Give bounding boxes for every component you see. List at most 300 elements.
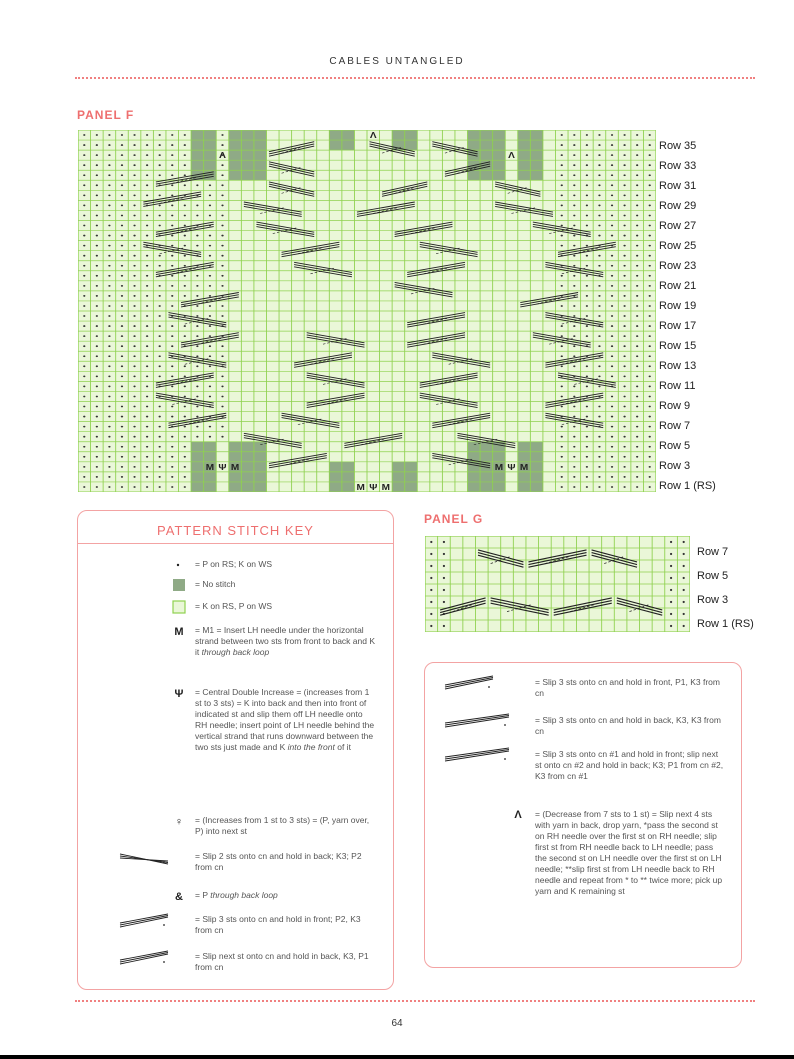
- purl-dot-icon: [96, 436, 98, 438]
- purl-dot-icon: [598, 456, 600, 458]
- purl-dot-icon: [573, 305, 575, 307]
- purl-dot-icon: [108, 315, 110, 317]
- purl-dot-icon: [159, 164, 161, 166]
- purl-dot-icon: [184, 285, 186, 287]
- purl-dot-icon: [83, 335, 85, 337]
- purl-dot-icon: [108, 406, 110, 408]
- purl-dot-icon: [133, 265, 135, 267]
- purl-dot-icon: [649, 194, 651, 196]
- purl-dot-icon: [146, 255, 148, 257]
- purl-dot-icon: [598, 406, 600, 408]
- purl-dot-icon: [184, 164, 186, 166]
- purl-dot-icon: [611, 416, 613, 418]
- purl-dot-icon: [196, 235, 198, 237]
- p-yo-p-increase-icon: [172, 814, 186, 833]
- purl-dot-icon: [108, 355, 110, 357]
- key-entry: = K on RS, P on WS: [195, 601, 273, 611]
- purl-dot-icon: [611, 325, 613, 327]
- purl-dot-icon: [221, 134, 223, 136]
- purl-dot-icon: [184, 295, 186, 297]
- purl-dot-icon: [146, 396, 148, 398]
- purl-dot-icon: [209, 436, 211, 438]
- purl-dot-icon: [561, 325, 563, 327]
- purl-dot-icon: [623, 325, 625, 327]
- purl-dot-icon: [649, 144, 651, 146]
- purl-dot-icon: [121, 134, 123, 136]
- purl-dot-icon: [96, 375, 98, 377]
- purl-dot-icon: [573, 426, 575, 428]
- purl-dot-icon: [623, 174, 625, 176]
- purl-dot-icon: [83, 184, 85, 186]
- purl-dot-icon: [636, 164, 638, 166]
- purl-dot-icon: [221, 235, 223, 237]
- purl-dot-icon: [159, 134, 161, 136]
- purl-dot-icon: [209, 335, 211, 337]
- purl-dot-icon: [171, 436, 173, 438]
- purl-dot-icon: [171, 295, 173, 297]
- purl-dot-icon: [146, 295, 148, 297]
- purl-dot-icon: [636, 386, 638, 388]
- purl-dot-icon: [649, 426, 651, 428]
- row-label: Row 7: [659, 420, 691, 432]
- purl-dot-icon: [209, 365, 211, 367]
- purl-dot-icon: [636, 436, 638, 438]
- purl-dot-icon: [611, 305, 613, 307]
- purl-dot-icon: [133, 134, 135, 136]
- central-double-increase-icon: [172, 686, 186, 705]
- purl-dot-icon: [209, 205, 211, 207]
- purl-dot-icon: [83, 164, 85, 166]
- purl-dot-icon: [649, 446, 651, 448]
- purl-dot-icon: [83, 406, 85, 408]
- purl-dot-icon: [623, 375, 625, 377]
- purl-dot-icon: [443, 589, 445, 591]
- purl-dot-icon: [683, 613, 685, 615]
- purl-dot-icon: [133, 174, 135, 176]
- purl-dot-icon: [573, 184, 575, 186]
- purl-dot-icon: [121, 476, 123, 478]
- purl-dot-icon: [611, 486, 613, 488]
- purl-dot-icon: [83, 295, 85, 297]
- purl-dot-icon: [108, 446, 110, 448]
- purl-dot-icon: [83, 265, 85, 267]
- purl-dot-icon: [96, 255, 98, 257]
- key-title: PATTERN STITCH KEY: [157, 523, 314, 538]
- row-label: Row 1 (RS): [697, 618, 754, 630]
- purl-dot-icon: [561, 225, 563, 227]
- purl-dot-icon: [221, 255, 223, 257]
- purl-dot-icon: [683, 577, 685, 579]
- purl-dot-icon: [623, 466, 625, 468]
- purl-dot-icon: [221, 215, 223, 217]
- purl-dot-icon: [443, 601, 445, 603]
- key-entry: = (Increases from 1 st to 3 sts) = (P, yarn over, P) into next st: [195, 815, 370, 836]
- purl-dot-icon: [146, 305, 148, 307]
- purl-dot-icon: [573, 174, 575, 176]
- purl-dot-icon: [611, 194, 613, 196]
- purl-dot-icon: [159, 305, 161, 307]
- m1-icon: M: [230, 462, 240, 472]
- purl-dot-icon: [611, 215, 613, 217]
- purl-dot-icon: [611, 315, 613, 317]
- purl-dot-icon: [159, 365, 161, 367]
- purl-dot-icon: [159, 355, 161, 357]
- purl-dot-icon: [598, 184, 600, 186]
- purl-dot-icon: [611, 446, 613, 448]
- purl-dot-icon: [586, 486, 588, 488]
- purl-dot-icon: [133, 446, 135, 448]
- purl-dot-icon: [623, 235, 625, 237]
- purl-dot-icon: [649, 225, 651, 227]
- purl-dot-icon: [611, 335, 613, 337]
- purl-dot-icon: [171, 466, 173, 468]
- purl-dot-icon: [636, 295, 638, 297]
- purl-dot-icon: [221, 406, 223, 408]
- purl-dot-icon: [196, 315, 198, 317]
- purl-dot-icon: [171, 144, 173, 146]
- purl-dot-icon: [430, 601, 432, 603]
- panel-g-chart: [425, 536, 690, 632]
- purl-dot-icon: [611, 205, 613, 207]
- purl-dot-icon: [586, 194, 588, 196]
- purl-dot-icon: [649, 365, 651, 367]
- purl-dot-icon: [430, 613, 432, 615]
- purl-dot-icon: [636, 205, 638, 207]
- purl-dot-icon: [96, 194, 98, 196]
- purl-dot-icon: [96, 205, 98, 207]
- purl-dot-icon: [96, 174, 98, 176]
- purl-dot-icon: [443, 625, 445, 627]
- purl-dot-icon: [683, 589, 685, 591]
- purl-dot-icon: [184, 426, 186, 428]
- purl-dot-icon: [649, 255, 651, 257]
- purl-dot-icon: [146, 386, 148, 388]
- purl-dot-icon: [611, 184, 613, 186]
- purl-dot-icon: [121, 245, 123, 247]
- purl-dot-icon: [209, 245, 211, 247]
- purl-dot-icon: [171, 416, 173, 418]
- row-label: Row 17: [659, 320, 697, 332]
- knit-square-icon: [172, 600, 186, 619]
- purl-dot-icon: [221, 426, 223, 428]
- purl-dot-icon: [598, 235, 600, 237]
- decrease-7-to-1-icon: Λ: [369, 130, 377, 140]
- m1-icon: M: [519, 462, 529, 472]
- purl-dot-icon: [121, 436, 123, 438]
- purl-dot-icon: [184, 144, 186, 146]
- purl-dot-icon: [171, 174, 173, 176]
- page-number: 64: [391, 1018, 403, 1029]
- purl-dot-icon: [146, 436, 148, 438]
- key-entry: = Central Double Increase = (increases from 1 st to 3 sts) = K into back and then into front of indicated st and slip them off LH needle onto RH needle; insert point of LH needle behind the vertical strand that runs downward between the two sts just made and K into the front of it: [195, 687, 375, 752]
- purl-dot-icon: [121, 194, 123, 196]
- purl-dot-icon: [83, 486, 85, 488]
- purl-dot-icon: [598, 205, 600, 207]
- purl-dot-icon: [636, 215, 638, 217]
- purl-dot-icon: [573, 275, 575, 277]
- purl-dot-icon: [171, 194, 173, 196]
- purl-dot-icon: [561, 134, 563, 136]
- purl-dot-icon: [121, 406, 123, 408]
- purl-dot-icon: [96, 295, 98, 297]
- purl-dot-icon: [196, 396, 198, 398]
- purl-dot-icon: [623, 406, 625, 408]
- purl-dot-icon: [611, 144, 613, 146]
- purl-dot-icon: [221, 225, 223, 227]
- purl-dot-icon: [561, 154, 563, 156]
- purl-dot-icon: [172, 558, 184, 576]
- svg-text:Λ: Λ: [514, 809, 522, 821]
- purl-dot-icon: [636, 174, 638, 176]
- purl-dot-icon: [121, 215, 123, 217]
- purl-dot-icon: [146, 225, 148, 227]
- row-label: Row 25: [659, 240, 697, 252]
- cable-icon: [118, 850, 188, 873]
- purl-dot-icon: [221, 315, 223, 317]
- purl-dot-icon: [561, 446, 563, 448]
- purl-dot-icon: [561, 406, 563, 408]
- purl-dot-icon: [146, 335, 148, 337]
- purl-dot-icon: [649, 315, 651, 317]
- purl-dot-icon: [670, 565, 672, 567]
- purl-dot-icon: [121, 375, 123, 377]
- purl-dot-icon: [430, 553, 432, 555]
- purl-dot-icon: [121, 335, 123, 337]
- purl-dot-icon: [108, 164, 110, 166]
- purl-dot-icon: [561, 436, 563, 438]
- purl-dot-icon: [598, 375, 600, 377]
- purl-dot-icon: [598, 134, 600, 136]
- purl-dot-icon: [573, 245, 575, 247]
- purl-dot-icon: [184, 365, 186, 367]
- m1-icon: [172, 624, 186, 643]
- purl-dot-icon: [573, 456, 575, 458]
- purl-dot-icon: [430, 541, 432, 543]
- purl-dot-icon: [611, 466, 613, 468]
- row-label: Row 5: [697, 570, 729, 582]
- purl-dot-icon: [221, 164, 223, 166]
- cable-icon: [443, 747, 513, 770]
- purl-dot-icon: [133, 396, 135, 398]
- purl-dot-icon: [184, 406, 186, 408]
- cable-icon: [443, 675, 513, 698]
- no-stitch-icon: [172, 578, 186, 597]
- purl-dot-icon: [159, 375, 161, 377]
- purl-dot-icon: [146, 355, 148, 357]
- purl-dot-icon: [171, 265, 173, 267]
- purl-dot-icon: [586, 154, 588, 156]
- purl-dot-icon: [83, 436, 85, 438]
- purl-dot-icon: [133, 386, 135, 388]
- purl-dot-icon: [96, 416, 98, 418]
- purl-dot-icon: [171, 446, 173, 448]
- row-label: Row 31: [659, 180, 697, 192]
- purl-dot-icon: [670, 553, 672, 555]
- bottom-dotted-rule: [75, 1000, 755, 1002]
- purl-dot-icon: [623, 365, 625, 367]
- purl-dot-icon: [649, 174, 651, 176]
- purl-dot-icon: [209, 235, 211, 237]
- purl-dot-icon: [636, 396, 638, 398]
- purl-dot-icon: [623, 355, 625, 357]
- purl-dot-icon: [159, 215, 161, 217]
- purl-dot-icon: [636, 456, 638, 458]
- purl-dot-icon: [121, 315, 123, 317]
- purl-dot-icon: [96, 315, 98, 317]
- purl-dot-icon: [146, 164, 148, 166]
- purl-dot-icon: [221, 245, 223, 247]
- purl-dot-icon: [649, 235, 651, 237]
- purl-dot-icon: [573, 154, 575, 156]
- purl-dot-icon: [670, 613, 672, 615]
- purl-dot-icon: [96, 305, 98, 307]
- purl-dot-icon: [96, 265, 98, 267]
- purl-dot-icon: [611, 456, 613, 458]
- central-double-increase-icon: Ψ: [369, 482, 378, 492]
- purl-dot-icon: [171, 205, 173, 207]
- purl-dot-icon: [598, 335, 600, 337]
- purl-dot-icon: [159, 174, 161, 176]
- purl-dot-icon: [96, 275, 98, 277]
- purl-dot-icon: [636, 375, 638, 377]
- purl-dot-icon: [133, 325, 135, 327]
- purl-dot-icon: [159, 295, 161, 297]
- purl-dot-icon: [623, 215, 625, 217]
- purl-dot-icon: [573, 386, 575, 388]
- purl-dot-icon: [586, 476, 588, 478]
- purl-dot-icon: [649, 275, 651, 277]
- purl-dot-icon: [221, 375, 223, 377]
- purl-dot-icon: [209, 315, 211, 317]
- purl-dot-icon: [586, 446, 588, 448]
- purl-dot-icon: [573, 325, 575, 327]
- purl-dot-icon: [171, 215, 173, 217]
- purl-dot-icon: [573, 486, 575, 488]
- purl-dot-icon: [108, 345, 110, 347]
- purl-dot-icon: [649, 184, 651, 186]
- purl-dot-icon: [561, 305, 563, 307]
- purl-dot-icon: [586, 335, 588, 337]
- purl-dot-icon: [83, 355, 85, 357]
- purl-dot-icon: [83, 426, 85, 428]
- purl-dot-icon: [108, 194, 110, 196]
- purl-dot-icon: [221, 205, 223, 207]
- purl-dot-icon: [159, 335, 161, 337]
- purl-dot-icon: [598, 154, 600, 156]
- purl-dot-icon: [159, 476, 161, 478]
- purl-dot-icon: [561, 335, 563, 337]
- purl-dot-icon: [96, 396, 98, 398]
- decrease-7-to-1-icon: Λ: [219, 151, 226, 160]
- purl-dot-icon: [573, 476, 575, 478]
- purl-dot-icon: [209, 345, 211, 347]
- purl-dot-icon: [636, 134, 638, 136]
- row-label: Row 1 (RS): [659, 480, 716, 492]
- row-label: Row 33: [659, 160, 697, 172]
- purl-dot-icon: [159, 456, 161, 458]
- purl-dot-icon: [108, 225, 110, 227]
- cable-icon: [118, 950, 188, 973]
- purl-dot-icon: [121, 154, 123, 156]
- purl-dot-icon: [598, 446, 600, 448]
- purl-dot-icon: [171, 406, 173, 408]
- purl-dot-icon: [586, 305, 588, 307]
- purl-dot-icon: [586, 184, 588, 186]
- purl-dot-icon: [561, 355, 563, 357]
- purl-dot-icon: [561, 396, 563, 398]
- purl-dot-icon: [649, 295, 651, 297]
- purl-dot-icon: [184, 235, 186, 237]
- purl-dot-icon: [133, 194, 135, 196]
- purl-dot-icon: [649, 375, 651, 377]
- purl-dot-icon: [636, 184, 638, 186]
- purl-dot-icon: [108, 456, 110, 458]
- purl-dot-icon: [171, 245, 173, 247]
- purl-dot-icon: [83, 305, 85, 307]
- purl-dot-icon: [184, 446, 186, 448]
- purl-dot-icon: [586, 295, 588, 297]
- purl-dot-icon: [430, 577, 432, 579]
- purl-dot-icon: [649, 345, 651, 347]
- purl-dot-icon: [623, 345, 625, 347]
- row-label: Row 9: [659, 400, 691, 412]
- purl-dot-icon: [221, 275, 223, 277]
- purl-dot-icon: [159, 426, 161, 428]
- purl-dot-icon: [133, 335, 135, 337]
- purl-dot-icon: [636, 365, 638, 367]
- purl-dot-icon: [171, 375, 173, 377]
- purl-dot-icon: [221, 436, 223, 438]
- purl-dot-icon: [623, 285, 625, 287]
- purl-dot-icon: [96, 164, 98, 166]
- purl-dot-icon: [649, 486, 651, 488]
- purl-dot-icon: [221, 174, 223, 176]
- purl-dot-icon: [133, 476, 135, 478]
- purl-dot-icon: [636, 355, 638, 357]
- purl-dot-icon: [133, 305, 135, 307]
- decrease-7-to-1-icon: Λ: [508, 151, 515, 160]
- purl-dot-icon: [108, 245, 110, 247]
- purl-dot-icon: [196, 285, 198, 287]
- purl-dot-icon: [184, 386, 186, 388]
- purl-dot-icon: [146, 134, 148, 136]
- m1-icon: M: [356, 482, 365, 492]
- purl-dot-icon: [83, 194, 85, 196]
- purl-dot-icon: [133, 416, 135, 418]
- purl-dot-icon: [121, 144, 123, 146]
- row-label: Row 7: [697, 546, 729, 558]
- purl-dot-icon: [159, 345, 161, 347]
- purl-dot-icon: [146, 365, 148, 367]
- purl-dot-icon: [171, 386, 173, 388]
- purl-dot-icon: [159, 255, 161, 257]
- purl-dot-icon: [83, 134, 85, 136]
- purl-dot-icon: [133, 406, 135, 408]
- key-entry: = (Decrease from 7 sts to 1 st) = Slip next 4 sts with yarn in back, drop yarn, *pass the second st on RH needle over the first st on RH needle; slip first st from RH needle back to LH needle; pass the second st on LH needle over the first st on LH needle; **slip first st from LH needle back to RH needle and repeat from * to ** twice more; pick up yarn and K remaining st: [535, 809, 723, 896]
- purl-dot-icon: [133, 355, 135, 357]
- purl-dot-icon: [171, 456, 173, 458]
- purl-dot-icon: [108, 416, 110, 418]
- purl-dot-icon: [133, 375, 135, 377]
- purl-dot-icon: [636, 245, 638, 247]
- purl-dot-icon: [649, 285, 651, 287]
- m1-icon: M: [205, 462, 215, 472]
- purl-dot-icon: [443, 565, 445, 567]
- purl-dot-icon: [623, 396, 625, 398]
- purl-dot-icon: [623, 315, 625, 317]
- purl-dot-icon: [683, 625, 685, 627]
- purl-dot-icon: [146, 265, 148, 267]
